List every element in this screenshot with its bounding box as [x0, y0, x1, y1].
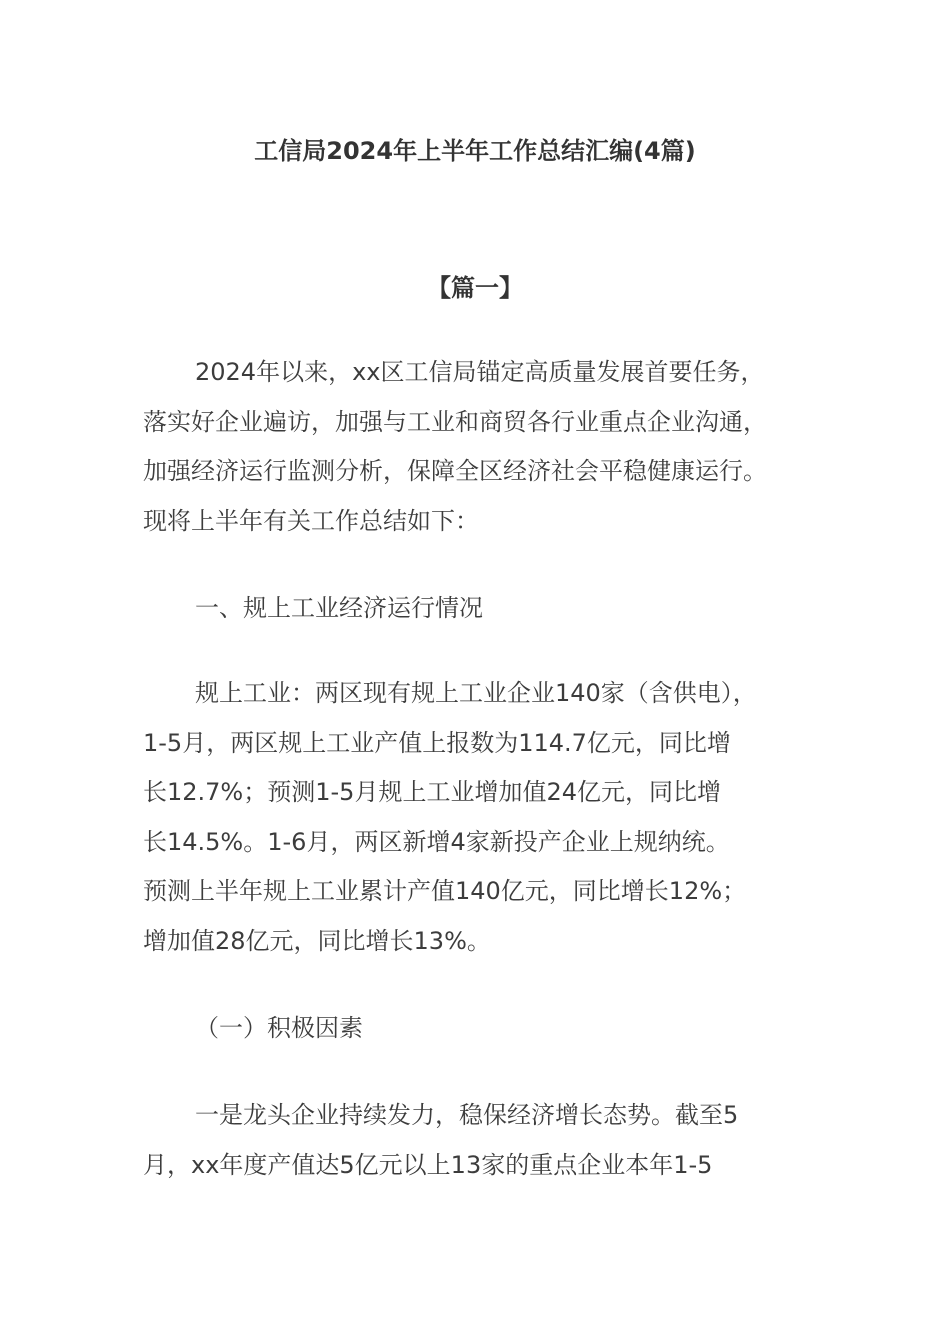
intro-paragraph: [143, 348, 813, 546]
industrial-paragraph: [143, 669, 813, 966]
heading-positive-factors: [143, 1004, 813, 1054]
document-title: 工信局2024年上半年工作总结汇编(4篇): [254, 137, 696, 165]
heading-text: 一、规上工业经济运行情况: [195, 594, 483, 622]
paragraph-line: 长12.7%；预测1-5月规上工业增加值24亿元，同比增: [143, 778, 721, 806]
paragraph-line: 长14.5%。1-6月，两区新增4家新投产企业上规纳统。: [143, 827, 730, 856]
paragraph-line: 2024年以来，xx区工信局锚定高质量发展首要任务，: [195, 358, 765, 386]
heading-text: （一）积极因素: [195, 1014, 363, 1042]
paragraph-line: 增加值28亿元，同比增长13%。: [143, 926, 491, 955]
paragraph-line: 1-5月，两区规上工业产值上报数为114.7亿元，同比增: [143, 728, 731, 757]
paragraph-line: 一是龙头企业持续发力，稳保经济增长态势。截至5: [195, 1101, 739, 1129]
paragraph-line: 现将上半年有关工作总结如下：: [143, 506, 479, 535]
section-heading: 【篇一】: [427, 274, 523, 302]
paragraph-line: 预测上半年规上工业累计产值140亿元，同比增长12%；: [143, 877, 747, 905]
paragraph-line: 月，xx年度产值达5亿元以上13家的重点企业本年1-5: [143, 1150, 713, 1179]
heading-industrial-economy: [143, 584, 813, 634]
paragraph-line: 规上工业：两区现有规上工业企业140家（含供电），: [195, 679, 757, 707]
paragraph-line: 加强经济运行监测分析，保障全区经济社会平稳健康运行。: [143, 457, 767, 485]
leading-enterprises-paragraph: [143, 1091, 813, 1190]
paragraph-line: 落实好企业遍访，加强与工业和商贸各行业重点企业沟通，: [143, 407, 767, 436]
